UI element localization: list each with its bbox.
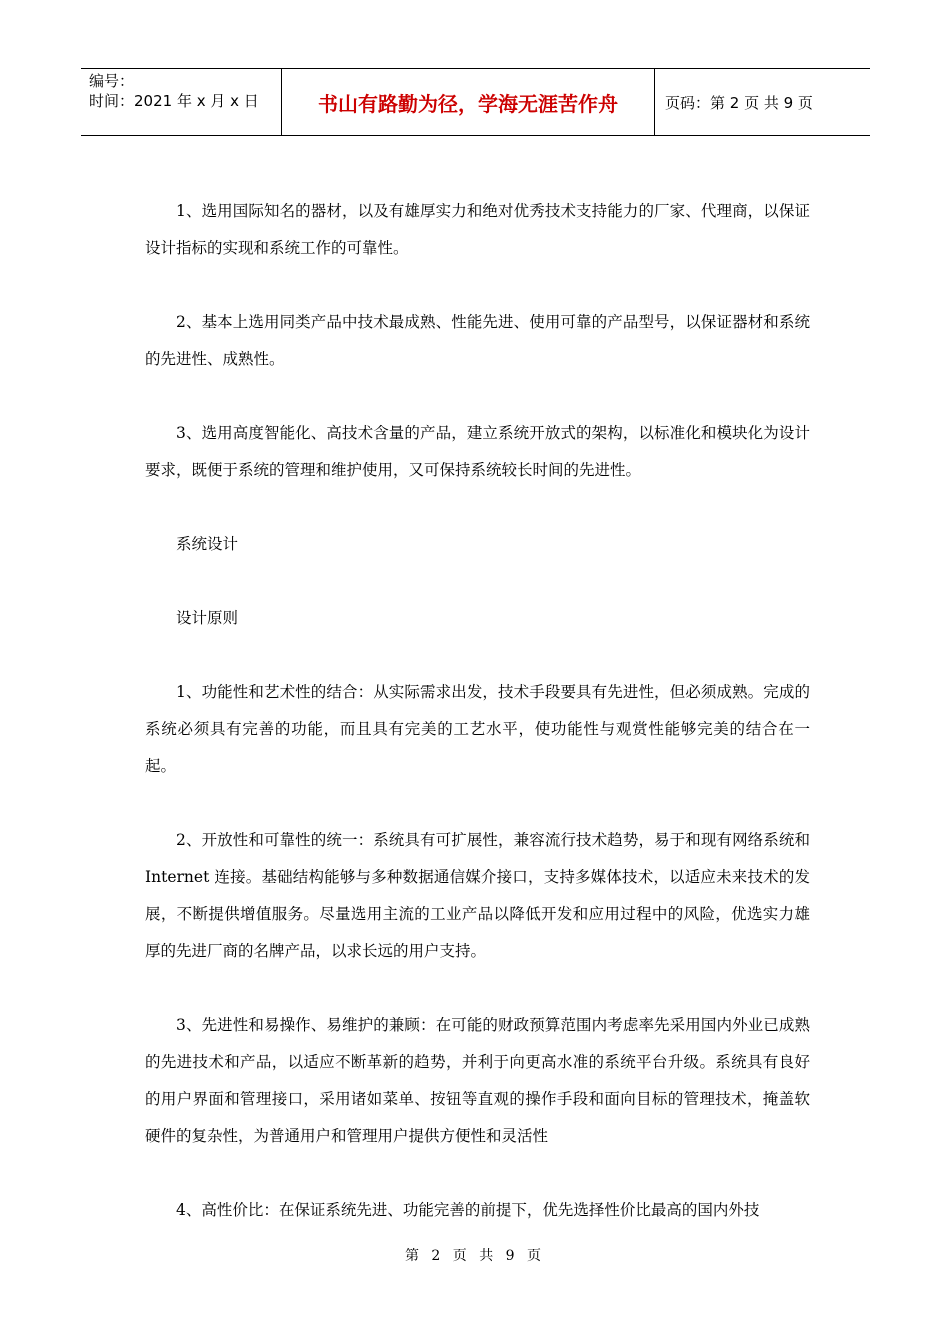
paragraph-3: 3、选用高度智能化、高技术含量的产品，建立系统开放式的架构，以标准化和模块化为设计要求，既便于系统的管理和维护使用，又可保持系统较长时间的先进性。 (145, 424, 810, 479)
header-page-cell (655, 69, 870, 135)
footer-page-number: 第 2 页 共 9 页 (404, 1248, 546, 1264)
paragraph-principle-4: 4、高性价比：在保证系统先进、功能完善的前提下，优先选择性价比最高的国内外技 (176, 1201, 760, 1219)
paragraph-1: 1、选用国际知名的器材，以及有雄厚实力和绝对优秀技术支持能力的厂家、代理商，以保证设计指标的实现和系统工作的可靠性。 (145, 202, 810, 257)
page-header (81, 68, 870, 136)
document-time-label: 时间：2021 年 x 月 x 日 (89, 92, 259, 110)
header-motto: 书山有路勤为径，学海无涯苦作舟 (318, 91, 618, 116)
header-motto-cell (282, 69, 655, 135)
section-heading-system-design: 系统设计 (176, 535, 239, 553)
document-body (145, 193, 810, 1266)
paragraph-principle-3: 3、先进性和易操作、易维护的兼顾：在可能的财政预算范围内考虑率先采用国内外业已成熟的先进技术和产品，以适应不断革新的趋势，并利于向更高水准的系统平台升级。系统具有良好的用户界面和管理接口，采用诸如菜单、按钮等直观的操作手段和面向目标的管理技术，掩盖软硬件的复杂性，为普通用户和管理用户提供方便性和灵活性 (145, 1016, 810, 1145)
header-meta-cell (81, 69, 282, 135)
page-footer (0, 1245, 950, 1265)
paragraph-2: 2、基本上选用同类产品中技术最成熟、性能先进、使用可靠的产品型号，以保证器材和系统的先进性、成熟性。 (145, 313, 810, 368)
section-heading-design-principles: 设计原则 (176, 609, 239, 627)
paragraph-principle-2: 2、开放性和可靠性的统一：系统具有可扩展性，兼容流行技术趋势，易于和现有网络系统和 Internet 连接。基础结构能够与多种数据通信媒介接口，支持多媒体技术，以适应未来技术的发展，不断提供增值服务。尽量选用主流的工业产品以降低开发和应用过程中的风险，优选实力雄厚的先进厂商的名牌产品，以求长远的用户支持。 (145, 831, 810, 960)
paragraph-principle-1: 1、功能性和艺术性的结合：从实际需求出发，技术手段要具有先进性，但必须成熟。完成的系统必须具有完善的功能，而且具有完美的工艺水平，使功能性与观赏性能够完美的结合在一起。 (145, 683, 810, 775)
header-page-code: 页码：第 2 页 共 9 页 (665, 93, 813, 112)
document-number-label: 编号： (89, 72, 135, 90)
